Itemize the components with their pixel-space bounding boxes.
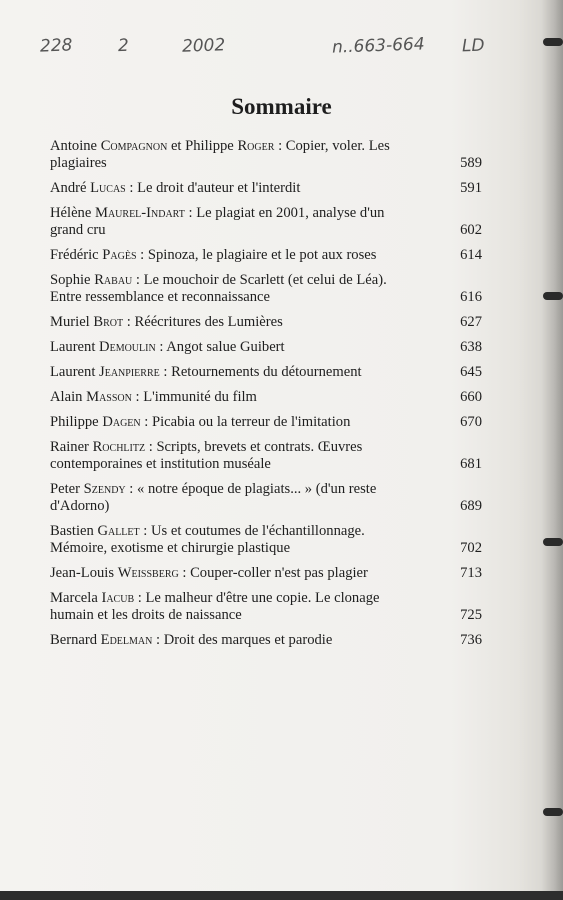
toc-title-continued: plagiaires bbox=[50, 155, 107, 171]
toc-page-number: 702 bbox=[460, 540, 482, 556]
binding-hole bbox=[543, 292, 563, 300]
binding-hole bbox=[543, 538, 563, 546]
toc-author: Frédéric Pagès bbox=[50, 247, 137, 263]
toc-entry: Antoine Compagnon et Philippe Roger : Copier, voler. Les plagiaires 589 bbox=[50, 138, 482, 171]
toc-entry: André Lucas : Le droit d'auteur et l'interdit 591 bbox=[50, 180, 482, 196]
toc-entry: Laurent Jeanpierre : Retournements du détournement 645 bbox=[50, 364, 482, 380]
toc-title: Retournements du détournement bbox=[171, 364, 362, 380]
toc-title: Scripts, brevets et contrats. Œuvres bbox=[156, 439, 363, 455]
toc-page-number: 689 bbox=[460, 498, 482, 514]
toc-page-number: 614 bbox=[460, 247, 482, 263]
toc-title: Couper-coller n'est pas plagier bbox=[190, 565, 368, 581]
toc-entry: Marcela Iacub : Le malheur d'être une copie. Le clonage humain et les droits de naissance 725 bbox=[50, 590, 482, 623]
toc-title: Le mouchoir de Scarlett (et celui de Léa). bbox=[143, 272, 387, 288]
toc-title: Le droit d'auteur et l'interdit bbox=[137, 180, 301, 196]
toc-title-continued: humain et les droits de naissance bbox=[50, 607, 242, 623]
toc-entry: Rainer Rochlitz : Scripts, brevets et contrats. Œuvres contemporaines et institution muséale 681 bbox=[50, 439, 482, 472]
handwritten-note: n..663-664 bbox=[331, 34, 425, 58]
toc-title: Copier, voler. Les bbox=[285, 138, 390, 154]
toc-title: Le plagiat en 2001, analyse d'un bbox=[196, 205, 385, 221]
handwritten-note: 228 bbox=[39, 35, 73, 57]
toc-entry: Bastien Gallet : Us et coutumes de l'échantillonnage. Mémoire, exotisme et chirurgie plastique 702 bbox=[50, 523, 482, 556]
toc-author: André Lucas bbox=[50, 180, 126, 196]
toc-page-number: 660 bbox=[460, 389, 482, 405]
toc-title: Spinoza, le plagiaire et le pot aux roses bbox=[147, 247, 377, 263]
toc-author: Muriel Brot bbox=[50, 314, 124, 330]
toc-page-number: 645 bbox=[460, 364, 482, 380]
toc-author: Alain Masson bbox=[50, 389, 132, 405]
toc-title: Réécritures des Lumières bbox=[134, 314, 283, 330]
toc-page-number: 681 bbox=[460, 456, 482, 472]
toc-entry: Muriel Brot : Réécritures des Lumières 627 bbox=[50, 314, 482, 330]
toc-author: Rainer Rochlitz bbox=[50, 439, 146, 455]
toc-page-number: 591 bbox=[460, 180, 482, 196]
toc-page-number: 725 bbox=[460, 607, 482, 623]
binding-hole bbox=[543, 38, 563, 46]
toc-author: Sophie Rabau bbox=[50, 272, 133, 288]
toc-title: Angot salue Guibert bbox=[166, 339, 285, 355]
toc-page-number: 670 bbox=[460, 414, 482, 430]
toc-title: Le malheur d'être une copie. Le clonage bbox=[145, 590, 380, 606]
toc-title: « notre époque de plagiats... » (d'un reste bbox=[137, 481, 377, 497]
toc-author: Bernard Edelman bbox=[50, 632, 153, 648]
toc-author: Philippe Dagen bbox=[50, 414, 141, 430]
toc-entry: Philippe Dagen : Picabia ou la terreur de l'imitation 670 bbox=[50, 414, 482, 430]
handwritten-note: 2 bbox=[117, 35, 130, 57]
toc-author: Peter Szendy bbox=[50, 481, 126, 497]
toc-author: Jean-Louis Weissberg bbox=[50, 565, 179, 581]
toc-entry: Frédéric Pagès : Spinoza, le plagiaire et le pot aux roses 614 bbox=[50, 247, 482, 263]
toc-page-number: 616 bbox=[460, 289, 482, 305]
toc-title-continued: Entre ressemblance et reconnaissance bbox=[50, 289, 271, 305]
toc-title-continued: d'Adorno) bbox=[50, 498, 110, 514]
toc-entry: Alain Masson : L'immunité du film 660 bbox=[50, 389, 482, 405]
toc-page-number: 602 bbox=[460, 222, 482, 238]
toc-page-number: 713 bbox=[460, 565, 482, 581]
toc-title-continued: grand cru bbox=[50, 222, 106, 238]
toc-title: Droit des marques et parodie bbox=[163, 632, 333, 648]
toc-page-number: 627 bbox=[460, 314, 482, 330]
toc-page-number: 638 bbox=[460, 339, 482, 355]
handwritten-note: 2002 bbox=[181, 35, 226, 57]
toc-author: Hélène Maurel-Indart bbox=[50, 205, 185, 221]
toc-entry: Bernard Edelman : Droit des marques et parodie 736 bbox=[50, 632, 482, 648]
toc-author: Laurent Jeanpierre bbox=[50, 364, 160, 380]
toc-entry: Jean-Louis Weissberg : Couper-coller n'est pas plagier 713 bbox=[50, 565, 482, 581]
toc-title: Picabia ou la terreur de l'imitation bbox=[152, 414, 351, 430]
toc-author: Laurent Demoulin bbox=[50, 339, 156, 355]
toc-title-continued: contemporaines et institution muséale bbox=[50, 456, 271, 472]
binding-hole bbox=[543, 808, 563, 816]
toc-title-continued: Mémoire, exotisme et chirurgie plastique bbox=[50, 540, 291, 556]
toc-entry: Laurent Demoulin : Angot salue Guibert 638 bbox=[50, 339, 482, 355]
toc-entry: Peter Szendy : « notre époque de plagiats... » (d'un reste d'Adorno) 689 bbox=[50, 481, 482, 514]
toc-page-number: 589 bbox=[460, 155, 482, 171]
table-of-contents bbox=[50, 138, 482, 657]
handwritten-note: LD bbox=[461, 35, 485, 57]
toc-author: Antoine Compagnon et Philippe Roger bbox=[50, 138, 275, 154]
page-title: Sommaire bbox=[231, 94, 332, 119]
toc-title: L'immunité du film bbox=[143, 389, 257, 405]
scan-edge bbox=[0, 891, 563, 900]
toc-author: Bastien Gallet bbox=[50, 523, 140, 539]
toc-author: Marcela Iacub bbox=[50, 590, 135, 606]
toc-entry: Hélène Maurel-Indart : Le plagiat en 2001, analyse d'un grand cru 602 bbox=[50, 205, 482, 238]
toc-page-number: 736 bbox=[460, 632, 482, 648]
page-binding-shadow bbox=[541, 0, 563, 900]
toc-title: Us et coutumes de l'échantillonnage. bbox=[151, 523, 365, 539]
toc-entry: Sophie Rabau : Le mouchoir de Scarlett (et celui de Léa). Entre ressemblance et reconnaissance 616 bbox=[50, 272, 482, 305]
